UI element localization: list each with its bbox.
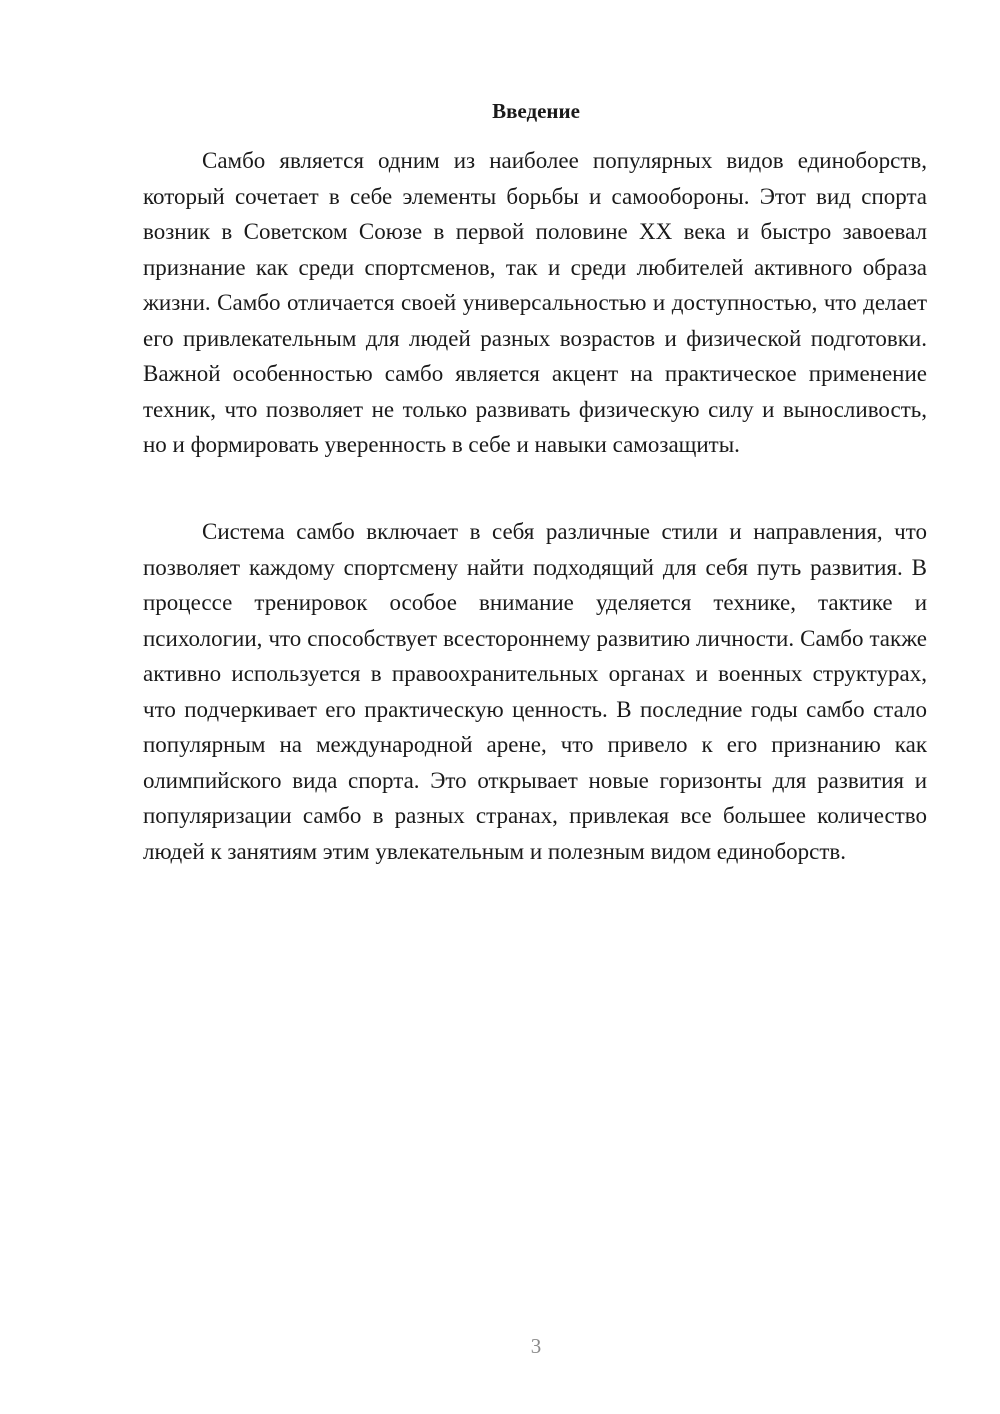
paragraph-1: Самбо является одним из наиболее популярных видов единоборств, который сочетает в себе элементы борьбы и самообороны. Этот вид спорта возник в Советском Союзе в первой половине XX века и быстро завоевал признание как среди спортсменов, так и среди любителей активного образа жизни. Самбо отличается своей универсальностью и доступностью, что делает его привлекательным для людей разных возрастов и физической подготовки. Важной особенностью самбо является акцент на практическое применение техник, что позволяет не только развивать физическую силу и выносливость, но и формировать уверенность в себе и навыки самозащиты. — [143, 148, 927, 457]
section-heading: Введение — [492, 99, 580, 123]
page-number: 3 — [530, 1334, 542, 1358]
paragraph-2: Система самбо включает в себя различные стили и направления, что позволяет каждому спортсмену найти подходящий для себя путь развития. В процессе тренировок особое внимание уделяется технике, тактике и психологии, что способствует всестороннему развитию личности. Самбо также активно используется в правоохранительных органах и военных структурах, что подчеркивает его практическую ценность. В последние годы самбо стало популярным на международной арене, что привело к его признанию как олимпийского вида спорта. Это открывает новые горизонты для развития и популяризации самбо в разных странах, привлекая все большее количество людей к занятиям этим увлекательным и полезным видом единоборств. — [143, 519, 927, 864]
